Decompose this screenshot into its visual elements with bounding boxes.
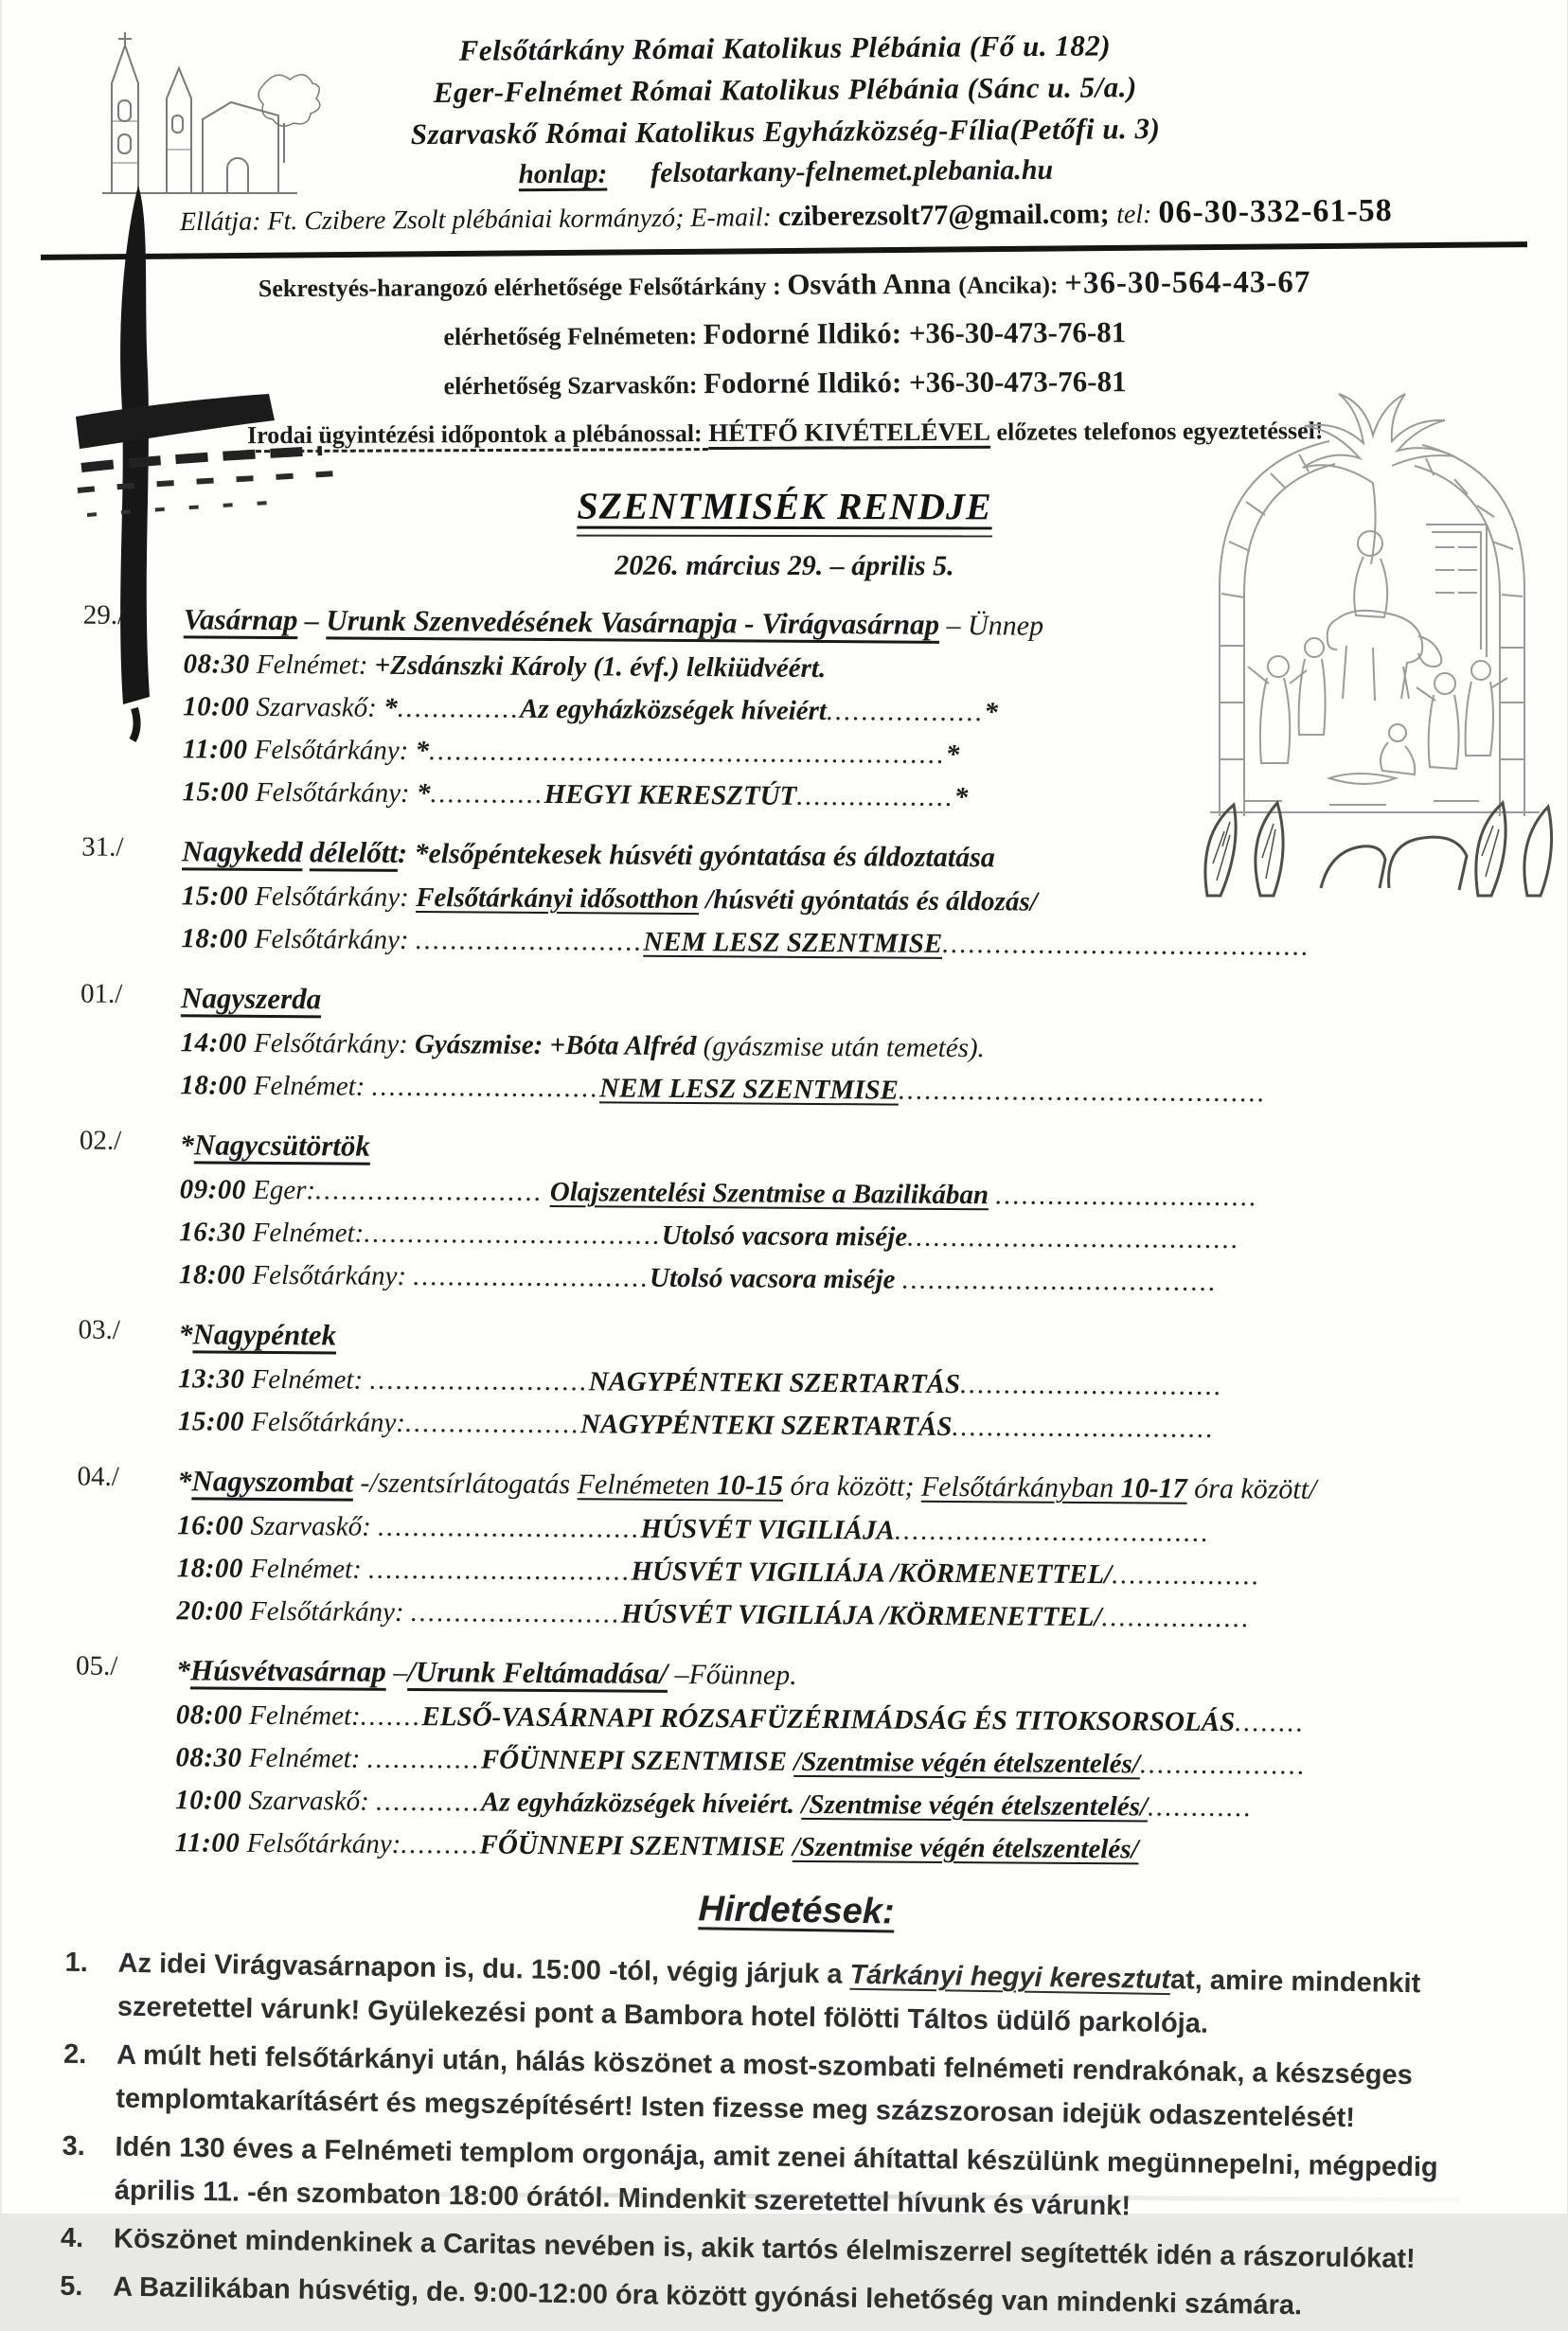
- text-segment: Húsvétvasárnap: [189, 1653, 386, 1688]
- text-line: [181, 829, 1536, 882]
- text-segment: Felnémet:: [245, 1070, 372, 1102]
- text-segment: Idén 130 éves a Felnémeti templom orgonája, amit zenei áhítattal készülünk megünnepelni, mégpedig április 11. -én szombaton 18:00 órától. Mindenkit szeretettel hívunk és várunk!: [114, 2131, 1438, 2222]
- text-segment: *: [383, 692, 398, 723]
- text-segment: Fodorné Ildikó: +36-30-473-76-81: [703, 315, 1126, 351]
- text-segment: 15:00: [181, 776, 249, 808]
- text-segment: ............: [1147, 1791, 1253, 1824]
- text-segment: ........: [1234, 1707, 1305, 1738]
- text-segment: Felnémet:: [242, 1553, 368, 1585]
- date-number: 03./: [77, 1314, 120, 1345]
- schedule-row: [77, 1312, 1533, 1453]
- text-segment: Az idei Virágvasárnapon is, du. 15:00 -tól, végig járjuk a: [116, 1948, 850, 1990]
- announcement-number: 4.: [60, 2222, 83, 2254]
- date-number: 04./: [76, 1461, 119, 1492]
- text-segment: (gyászmise után temetés).: [703, 1031, 985, 1064]
- text-segment: Vasárnap: [183, 602, 298, 637]
- parish-title-line: Eger-Felnémet Római Katolikus Plébánia (Sánc u. 5/a.): [433, 70, 1137, 109]
- text-segment: Felsőtárkányban: [920, 1470, 1121, 1504]
- text-segment: .............: [429, 778, 544, 810]
- text-segment: /Szentmise végén ételszentelés/: [800, 1788, 1148, 1823]
- text-segment: .............: [366, 1743, 481, 1775]
- text-segment: ....................................: [894, 1515, 1210, 1548]
- text-segment: ..................: [795, 780, 954, 813]
- text-segment: –Főünnep.: [667, 1658, 797, 1691]
- text-segment: HÚSVÉT VIGILIÁJA /KÖRMENETTEL/: [620, 1598, 1102, 1633]
- announcement-items: [59, 1941, 1525, 2331]
- announcement-item: [62, 2033, 1524, 2143]
- text-segment: *: [416, 778, 431, 810]
- text-segment: FŐÜNNEPI SZENTMISE: [480, 1744, 793, 1777]
- text-segment: Fodorné Ildikó: +36-30-473-76-81: [703, 365, 1127, 400]
- text-segment: Felnémet:: [244, 1217, 364, 1249]
- text-segment: Felsőtárkány:: [246, 734, 416, 767]
- text-segment: *: [945, 738, 959, 771]
- text-segment: Felsőtárkány:: [247, 881, 416, 914]
- text-segment: HEGYI KERESZTÚT: [543, 778, 796, 811]
- text-segment: ...........................................................: [428, 736, 946, 770]
- text-segment: 10:00: [174, 1785, 241, 1816]
- text-segment: elérhetőség Szarvaskőn:: [443, 371, 704, 400]
- text-segment: Urunk Szenvedésének Vasárnapja - Virágvasárnap: [325, 603, 939, 641]
- text-segment: ..........................: [314, 1175, 543, 1207]
- announcement-number: 5.: [59, 2270, 83, 2303]
- text-segment: Nagykedd: [181, 834, 303, 869]
- schedule-row-lines: [178, 1123, 1534, 1306]
- text-segment: Felsőtárkányi idősotthon: [415, 882, 699, 916]
- text-segment: 20:00: [175, 1595, 243, 1627]
- text-segment: – Ünnep: [938, 609, 1043, 642]
- text-segment: FŐÜNNEPI SZENTMISE: [478, 1829, 793, 1862]
- text-segment: Felsőtárkány:: [247, 923, 416, 956]
- text-segment: –: [385, 1656, 407, 1688]
- date-number: 02./: [79, 1125, 121, 1156]
- text-segment: –: [296, 605, 327, 637]
- date-number: 31./: [80, 831, 124, 863]
- text-segment: Eger:: [245, 1174, 315, 1206]
- text-segment: .................: [1111, 1559, 1261, 1592]
- text-segment: .......: [360, 1700, 422, 1733]
- text-line: [178, 1254, 1533, 1306]
- text-segment: Gyászmise: +Bóta Alfréd: [414, 1029, 704, 1062]
- schedule-row: [78, 1123, 1534, 1307]
- text-segment: .........: [400, 1828, 480, 1860]
- text-segment: 06-30-332-61-58: [1157, 193, 1393, 230]
- text-segment: Az egyházközségek híveiért: [519, 693, 827, 727]
- text-segment: [543, 1177, 549, 1207]
- text-line: [181, 917, 1536, 970]
- text-segment: ....................................: [901, 1264, 1218, 1297]
- text-line: [116, 1942, 1525, 2051]
- date-number: 29./: [82, 599, 125, 631]
- mass-schedule-dates: 2026. március 29. – április 5.: [614, 549, 954, 582]
- text-segment: ...................: [1139, 1749, 1307, 1781]
- text-segment: 13:30: [177, 1363, 245, 1395]
- text-segment: ..............................: [951, 1412, 1215, 1444]
- text-segment: NAGYPÉNTEKI SZERTARTÁS: [588, 1366, 960, 1400]
- text-segment: Olajszentelési Szentmise a Bazilikában: [549, 1177, 989, 1211]
- text-segment: óra között;: [782, 1469, 921, 1503]
- scanned-parish-bulletin: [2, 0, 1567, 2322]
- text-segment: *: [176, 1466, 192, 1498]
- text-segment: 10-17: [1120, 1472, 1187, 1504]
- text-segment: előzetes telefonos egyeztetéssel!: [989, 417, 1324, 446]
- text-segment: 08:30: [174, 1742, 242, 1773]
- schedule-row-lines: [180, 976, 1536, 1116]
- text-segment: ..............: [397, 692, 520, 724]
- text-segment: 15:00: [177, 1406, 244, 1437]
- text-segment: ..........................: [371, 1071, 599, 1104]
- announcement-number: 2.: [62, 2038, 87, 2071]
- text-line: [178, 1312, 1533, 1365]
- text-segment: *: [983, 697, 998, 728]
- text-segment: Nagyszerda: [180, 981, 321, 1016]
- text-segment: 18:00: [178, 1259, 245, 1290]
- text-segment: óra között/: [1186, 1472, 1316, 1505]
- text-segment: /húsvéti gyóntatás és áldozás/: [698, 884, 1038, 917]
- text-segment: Felnémet:: [241, 1699, 361, 1732]
- text-line: [177, 1400, 1532, 1452]
- text-segment: ............: [375, 1786, 481, 1818]
- schedule-rows: [74, 597, 1538, 1875]
- text-segment: cziberezsolt77@gmail.com;: [777, 198, 1116, 233]
- text-segment: *: [953, 782, 968, 813]
- text-line: [180, 976, 1535, 1029]
- text-segment: Felnémet:: [243, 1363, 370, 1396]
- announcement-number: 1.: [63, 1947, 88, 1979]
- text-segment: NEM LESZ SZENTMISE: [642, 926, 942, 959]
- text-segment: ......................................: [906, 1221, 1240, 1255]
- text-segment: 11:00: [174, 1827, 240, 1859]
- text-segment: 15:00: [181, 881, 248, 912]
- text-segment: HÚSVÉT VIGILIÁJA: [639, 1513, 895, 1546]
- text-segment: [895, 1265, 901, 1295]
- text-segment: Nagypéntek: [191, 1317, 336, 1352]
- text-segment: ..............................: [367, 1554, 632, 1587]
- text-segment: Felsőtárkány:: [242, 1595, 411, 1628]
- schedule-row-lines: [177, 1312, 1533, 1452]
- text-segment: Ellátja: Ft. Czibere Zsolt plébániai kormányzó; E-mail:: [179, 203, 778, 238]
- text-segment: at, amire mindenkit szeretettel várunk! Gyülekezési pont a Bambora hotel fölötti Táltos üdülő parkolója.: [116, 1965, 1421, 2039]
- schedule-row: [76, 1459, 1532, 1643]
- text-segment: Felsőtárkány:: [239, 1827, 401, 1859]
- date-number: 05./: [75, 1650, 118, 1682]
- homepage-url: felsotarkany-felnemet.plebania.hu: [650, 153, 1053, 189]
- mass-schedule-title: SZENTMISÉK RENDJE: [577, 484, 991, 538]
- text-segment: Felnémet:: [241, 1742, 367, 1774]
- text-segment: Az egyházközségek híveiért.: [480, 1787, 794, 1820]
- announcement-number: 3.: [61, 2130, 85, 2162]
- schedule-row-lines: [181, 829, 1537, 970]
- text-segment: Felsőtárkány:: [243, 1406, 405, 1438]
- text-line: [180, 1064, 1535, 1116]
- text-segment: *: [179, 1130, 194, 1162]
- text-line: [174, 1822, 1529, 1874]
- text-segment: /Szentmise végén ételszentelés/: [792, 1831, 1139, 1865]
- text-segment: ..............................: [994, 1180, 1258, 1213]
- text-segment: ..................................: [363, 1218, 662, 1251]
- schedule-row-lines: [176, 1459, 1532, 1642]
- text-segment: Nagycsütörtök: [193, 1128, 370, 1163]
- schedule-row: [81, 597, 1539, 824]
- text-segment: +36-30-564-43-67: [1063, 265, 1310, 301]
- text-segment: Osváth Anna: [786, 266, 958, 301]
- text-segment: elérhetőség Felnémeten:: [442, 322, 704, 351]
- schedule-row: [80, 829, 1537, 970]
- text-segment: Felsőtárkány:: [248, 776, 417, 810]
- text-segment: +Zsdánszki Károly (1. évf.) lelkiüdvéért.: [374, 649, 826, 685]
- text-segment: tel:: [1115, 199, 1159, 230]
- text-segment: *: [175, 1655, 190, 1687]
- announcement-item: [61, 2125, 1523, 2234]
- text-segment: ..........................................: [941, 928, 1310, 962]
- text-line: [175, 1648, 1530, 1701]
- text-segment: ELSŐ-VASÁRNAPI RÓZSAFÜZÉRIMÁDSÁG ÉS TITOKSORSOLÁS: [420, 1701, 1235, 1738]
- text-segment: /Urunk Feltámadása/: [406, 1654, 668, 1690]
- text-segment: NEM LESZ SZENTMISE: [598, 1073, 899, 1106]
- text-segment: Utolsó vacsora miséje: [661, 1219, 907, 1253]
- text-segment: ....................: [404, 1407, 580, 1440]
- text-segment: 18:00: [180, 923, 248, 954]
- text-segment: .........................: [368, 1364, 589, 1397]
- text-line: [182, 771, 1537, 823]
- text-line: [176, 1590, 1531, 1642]
- text-line: [179, 1123, 1534, 1176]
- text-segment: 10-15: [716, 1469, 783, 1502]
- text-segment: Köszönet mindenkinek a Caritas nevében is, akik tartós élelmiszerrel segítették idén a rászorulókat!: [113, 2223, 1416, 2275]
- text-segment: 10:00: [182, 691, 249, 722]
- text-segment: ...........................: [412, 1261, 650, 1293]
- text-segment: délelőtt: [309, 835, 398, 869]
- text-segment: 18:00: [176, 1553, 243, 1584]
- text-segment: [302, 837, 310, 868]
- schedule-row-lines: [174, 1648, 1531, 1874]
- text-segment: 16:00: [176, 1510, 243, 1541]
- text-segment: NAGYPÉNTEKI SZERTARTÁS: [579, 1409, 953, 1443]
- text-segment: HÚSVÉT VIGILIÁJA /KÖRMENETTEL/: [630, 1556, 1112, 1591]
- text-segment: Felsőtárkány:: [246, 1027, 415, 1060]
- text-segment: Felsőtárkány:: [244, 1259, 413, 1292]
- text-line: [177, 1459, 1532, 1512]
- announcements-title: Hirdetések:: [697, 1889, 895, 1932]
- text-segment: ..............................: [959, 1369, 1223, 1402]
- text-segment: A Bazilikában húsvétig, de. 9:00-12:00 óra között gyónási lehetőség van mindenki számára.: [112, 2271, 1302, 2322]
- schedule-row: [80, 976, 1536, 1117]
- text-segment: 18:00: [179, 1070, 247, 1101]
- text-segment: ..............................: [377, 1511, 641, 1544]
- text-line: [114, 2126, 1523, 2234]
- text-segment: Tárkányi hegyi keresztut: [848, 1959, 1170, 1996]
- text-line: [116, 2034, 1524, 2143]
- schedule-row-lines: [182, 597, 1539, 823]
- text-segment: :: [397, 837, 415, 870]
- text-segment: Utolsó vacsora miséje: [649, 1262, 896, 1295]
- text-segment: /Szentmise végén ételszentelés/: [793, 1746, 1140, 1780]
- text-segment: *elsőpéntekesek húsvéti gyóntatása és áldoztatása: [413, 838, 995, 874]
- text-segment: Felnémet:: [249, 649, 375, 681]
- text-segment: ........................: [410, 1597, 621, 1629]
- announcements-section: [59, 1879, 1526, 2331]
- text-segment: ..........................................: [898, 1075, 1267, 1109]
- text-segment: 09:00: [179, 1174, 246, 1205]
- text-segment: 16:30: [178, 1217, 246, 1248]
- text-segment: [794, 1789, 801, 1820]
- schedule-row: [74, 1648, 1531, 1875]
- text-segment: 08:00: [175, 1699, 242, 1731]
- church-sketch-illustration: [85, 27, 312, 206]
- text-segment: .................: [1100, 1602, 1251, 1634]
- text-segment: Felnémeten: [577, 1468, 717, 1502]
- date-number: 01./: [80, 978, 122, 1009]
- text-segment: 11:00: [182, 734, 248, 765]
- parish-title-line: Szarvaskő Római Katolikus Egyházközség-Fília(Petőfi u. 3): [410, 111, 1160, 151]
- text-segment: HÉTFŐ KIVÉTELÉVEL: [707, 417, 990, 448]
- text-segment: *: [414, 736, 429, 767]
- text-segment: 14:00: [180, 1027, 247, 1059]
- text-line: [183, 597, 1538, 650]
- text-segment: Sekrestyés-harangozó elérhetősége Felsőtárkány :: [258, 272, 787, 303]
- text-segment: A múlt heti felsőtárkányi után, hálás köszönet a most-szombati felnémeti rendrakónak, a készséges templomtakarításért és megszépítésért! Isten fizesse meg százszorosan idejük odaszentelését!: [115, 2039, 1413, 2134]
- text-segment: Nagyszombat: [190, 1464, 353, 1499]
- text-segment: ..........................: [415, 925, 643, 957]
- text-segment: Szarvaskő:: [242, 1510, 378, 1542]
- announcement-item: [63, 1941, 1525, 2051]
- text-segment: Szarvaskő:: [248, 691, 383, 723]
- text-segment: Szarvaskő:: [241, 1785, 376, 1817]
- text-segment: (Ancika):: [957, 271, 1064, 299]
- homepage-label: honlap:: [518, 158, 607, 190]
- text-segment: -/szentsírlátogatás: [352, 1467, 578, 1501]
- text-segment: 08:30: [182, 649, 250, 680]
- text-segment: ..................: [826, 696, 985, 728]
- text-segment: [988, 1180, 994, 1210]
- parish-title-line: Felsőtárkány Római Katolikus Plébánia (Fő u. 182): [458, 28, 1111, 67]
- text-segment: Irodai ügyintézési időpontok a plébánossal:: [246, 419, 707, 453]
- text-segment: *: [177, 1319, 193, 1351]
